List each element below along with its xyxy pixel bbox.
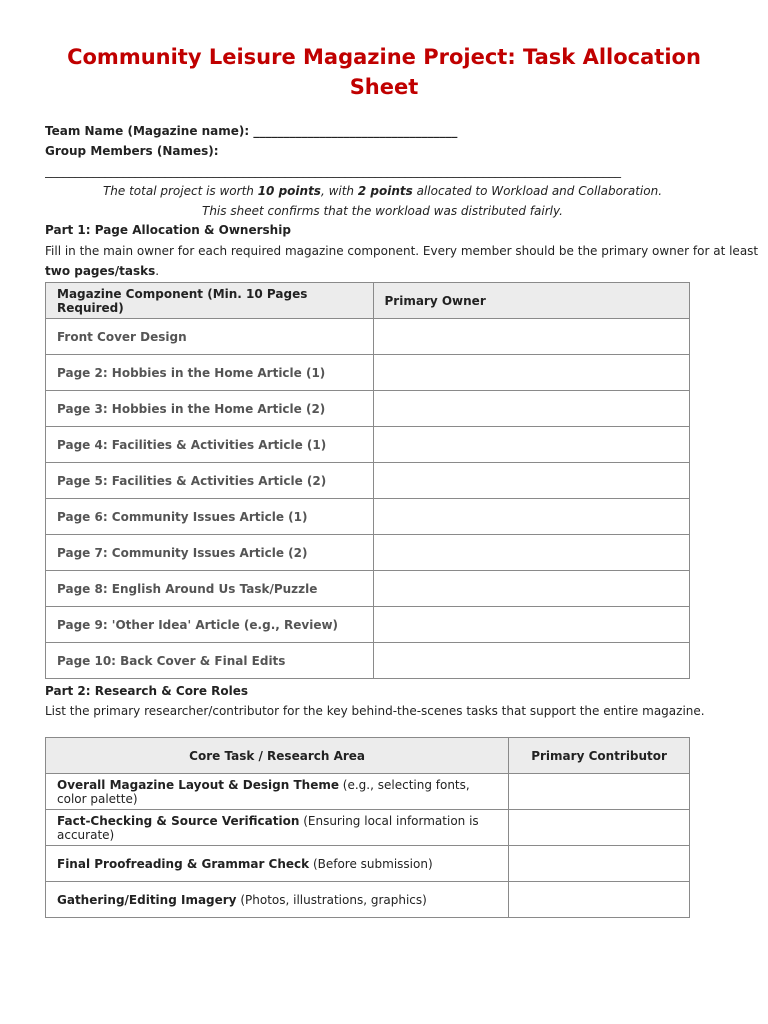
task-cell: [46, 774, 509, 810]
table-row: [46, 774, 690, 810]
owner-cell[interactable]: [373, 391, 690, 427]
task-cell: [46, 882, 509, 918]
component-cell: Page 10: Back Cover & Final Edits: [46, 643, 374, 679]
task-name: Final Proofreading & Grammar Check: [57, 856, 310, 871]
component-cell: Page 6: Community Issues Article (1): [46, 499, 374, 535]
table-row: [46, 882, 690, 918]
table-row: [46, 427, 690, 463]
instruction-end: .: [155, 264, 160, 278]
column-header: Magazine Component (Min. 10 Pages Required): [46, 283, 374, 319]
table-row: [46, 499, 690, 535]
table-row: [46, 535, 690, 571]
intro-text: , with: [320, 184, 358, 198]
owner-cell[interactable]: [373, 499, 690, 535]
table-row: [46, 846, 690, 882]
contributor-cell[interactable]: [509, 774, 690, 810]
owner-cell[interactable]: [373, 607, 690, 643]
owner-cell[interactable]: [373, 463, 690, 499]
component-cell: Page 9: 'Other Idea' Article (e.g., Review): [46, 607, 374, 643]
table-row: [46, 607, 690, 643]
task-detail: (e.g., selecting fonts, color palette): [57, 777, 470, 806]
column-header: Primary Owner: [373, 283, 690, 319]
intro-text: The total project is worth: [102, 184, 258, 198]
owner-cell[interactable]: [373, 643, 690, 679]
part1-heading: Part 1: Page Allocation & Ownership: [45, 223, 291, 237]
component-cell: Page 8: English Around Us Task/Puzzle: [46, 571, 374, 607]
table-row: [46, 355, 690, 391]
task-name: Overall Magazine Layout & Design Theme: [57, 777, 339, 792]
contributor-cell[interactable]: [509, 810, 690, 846]
contributor-cell[interactable]: [509, 882, 690, 918]
table-row: [46, 463, 690, 499]
task-detail: (Before submission): [309, 856, 433, 871]
component-cell: Front Cover Design: [46, 319, 374, 355]
part2-heading: Part 2: Research & Core Roles: [45, 684, 249, 698]
task-detail: (Ensuring local information is accurate): [57, 813, 479, 842]
points-workload: 2 points: [357, 184, 413, 198]
owner-cell[interactable]: [373, 319, 690, 355]
task-cell: [46, 846, 509, 882]
owner-cell[interactable]: [373, 355, 690, 391]
page-title: Community Leisure Magazine Project: Task Allocation Sheet: [67, 45, 701, 99]
column-header: Primary Contributor: [509, 738, 690, 774]
table-header-row: [46, 738, 690, 774]
part1-instruction-cont: [45, 263, 159, 279]
intro-line-2: This sheet confirms that the workload was distributed fairly.: [202, 204, 563, 218]
separator-line: ________________________________________________________________________________________________: [45, 164, 621, 178]
task-name: Gathering/Editing Imagery: [57, 892, 237, 907]
owner-cell[interactable]: [373, 535, 690, 571]
task-cell: [46, 810, 509, 846]
component-cell: Page 7: Community Issues Article (2): [46, 535, 374, 571]
points-total: 10 points: [257, 184, 321, 198]
group-members-label: Group Members (Names):: [45, 144, 219, 158]
page-allocation-table: [45, 282, 690, 679]
intro-text: allocated to Workload and Collaboration.: [412, 184, 663, 198]
team-name-label: Team Name (Magazine name): __________________________________: [45, 124, 458, 138]
table-row: [46, 810, 690, 846]
part2-instruction: List the primary researcher/contributor for the key behind-the-scenes tasks that support the entire magazine.: [45, 704, 705, 718]
column-header: Core Task / Research Area: [46, 738, 509, 774]
task-name: Fact-Checking & Source Verification: [57, 813, 300, 828]
table-row: [46, 643, 690, 679]
component-cell: Page 5: Facilities & Activities Article (2): [46, 463, 374, 499]
task-detail: (Photos, illustrations, graphics): [236, 892, 427, 907]
table-row: [46, 391, 690, 427]
two-pages-emphasis: two pages/tasks: [45, 264, 156, 278]
part1-instruction: Fill in the main owner for each required magazine component. Every member should be the primary owner for at least: [45, 244, 759, 258]
contributor-cell[interactable]: [509, 846, 690, 882]
intro-line-1: [45, 183, 720, 199]
component-cell: Page 2: Hobbies in the Home Article (1): [46, 355, 374, 391]
component-cell: Page 4: Facilities & Activities Article (1): [46, 427, 374, 463]
core-roles-table: [45, 737, 690, 918]
owner-cell[interactable]: [373, 427, 690, 463]
component-cell: Page 3: Hobbies in the Home Article (2): [46, 391, 374, 427]
table-row: [46, 571, 690, 607]
owner-cell[interactable]: [373, 571, 690, 607]
table-row: [46, 319, 690, 355]
table-header-row: [46, 283, 690, 319]
